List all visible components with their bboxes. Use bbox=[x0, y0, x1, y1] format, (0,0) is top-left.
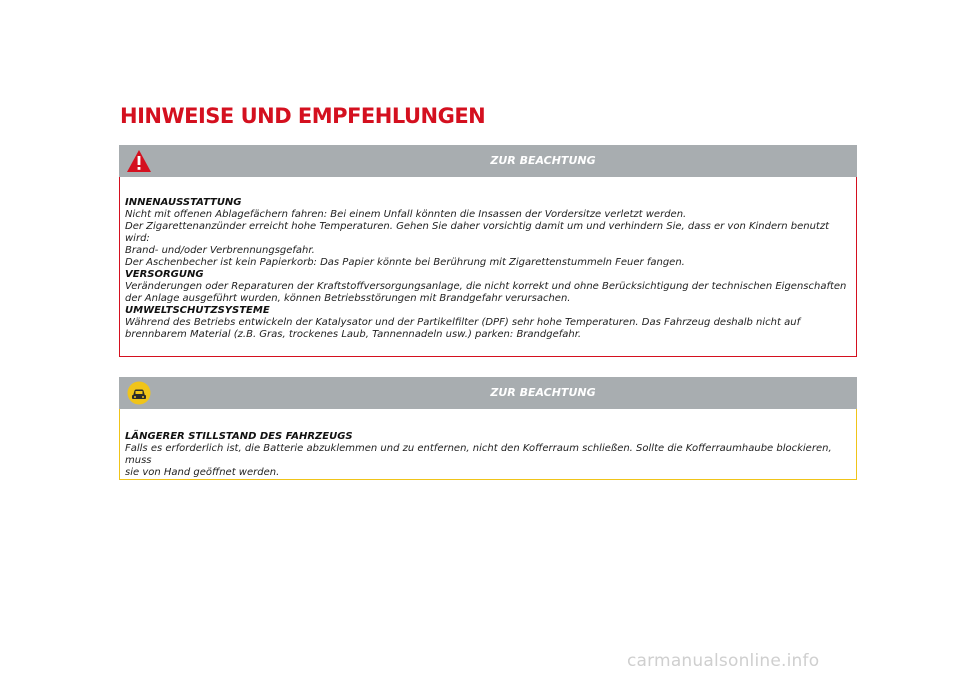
section-heading-versorgung: VERSORGUNG bbox=[125, 269, 204, 280]
text-line: brennbarem Material (z.B. Gras, trockenes Laub, Tannennadeln usw.) parken: Brandgefahr. bbox=[125, 329, 582, 340]
text-line: Während des Betriebs entwickeln der Katalysator und der Partikelfilter (DPF) sehr hohe Temperaturen. Das Fahrzeug deshalb nicht auf bbox=[125, 317, 801, 328]
section-heading-umweltschutzsysteme: UMWELTSCHUTZSYSTEME bbox=[125, 305, 270, 316]
warning-box-body bbox=[125, 197, 850, 341]
page-title: HINWEISE UND EMPFEHLUNGEN bbox=[120, 104, 486, 128]
section-heading-stillstand: LÄNGERER STILLSTAND DES FAHRZEUGS bbox=[125, 431, 353, 442]
warning-box bbox=[119, 145, 857, 357]
text-line: Der Aschenbecher ist kein Papierkorb: Das Papier könnte bei Berührung mit Zigarettenstummeln Feuer fangen. bbox=[125, 257, 685, 268]
caution-box-body bbox=[125, 431, 850, 479]
text-line: der Anlage ausgeführt wurden, können Betriebsstörungen mit Brandgefahr verursachen. bbox=[125, 293, 571, 304]
warning-box-title: ZUR BEACHTUNG bbox=[490, 154, 596, 167]
warning-box-header bbox=[119, 145, 857, 177]
text-line: Nicht mit offenen Ablagefächern fahren: Bei einem Unfall könnten die Insassen der Vordersitze verletzt werden. bbox=[125, 209, 687, 220]
text-line: Brand- und/oder Verbrennungsgefahr. bbox=[125, 245, 315, 256]
caution-box-title: ZUR BEACHTUNG bbox=[490, 386, 596, 399]
caution-box-header bbox=[119, 377, 857, 409]
watermark: carmanualsonline.info bbox=[627, 651, 820, 671]
text-line: Falls es erforderlich ist, die Batterie abzuklemmen und zu entfernen, nicht den Kofferraum schließen. Sollte die Kofferraumhaube blockieren, muss bbox=[125, 443, 832, 466]
section-heading-innenausstattung: INNENAUSSTATTUNG bbox=[125, 197, 242, 208]
text-line: Der Zigarettenanzünder erreicht hohe Temperaturen. Gehen Sie daher vorsichtig damit um und verhindern Sie, dass er von Kindern benutzt wird: bbox=[125, 221, 830, 244]
text-line: Veränderungen oder Reparaturen der Kraftstoffversorgungsanlage, die nicht korrekt und ohne Berücksichtigung der technischen Eigenschaften bbox=[125, 281, 847, 292]
caution-box bbox=[119, 377, 857, 480]
text-line: sie von Hand geöffnet werden. bbox=[125, 467, 280, 478]
